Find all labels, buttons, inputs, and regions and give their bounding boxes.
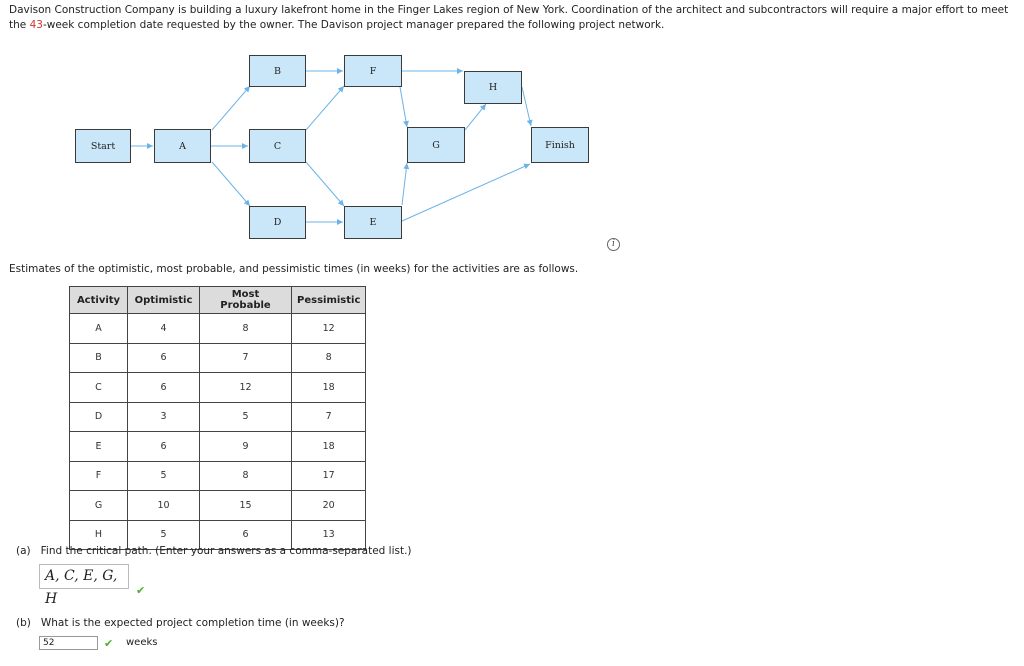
node-start: Start: [75, 129, 131, 163]
node-b: B: [249, 55, 306, 87]
node-c: C: [249, 129, 306, 163]
question-b-text: What is the expected project completion time (in weeks)?: [40, 617, 345, 629]
cell-pessimistic: 20: [292, 491, 366, 521]
header-optimistic: Optimistic: [128, 287, 200, 314]
header-pessimistic: Pessimistic: [292, 287, 366, 314]
critical-path-answer-field[interactable]: A, C, E, G, H: [39, 564, 129, 589]
weeks-unit-label: weeks: [126, 637, 158, 648]
cell-most-probable: 6: [200, 520, 292, 550]
cell-optimistic: 10: [128, 491, 200, 521]
check-icon: ✔: [136, 584, 146, 597]
cell-most-probable: 5: [200, 402, 292, 432]
node-f: F: [344, 55, 402, 87]
node-e: E: [344, 206, 402, 239]
question-a: [16, 545, 412, 557]
cell-optimistic: 3: [128, 402, 200, 432]
cell-activity: B: [70, 343, 128, 373]
cell-optimistic: 6: [128, 432, 200, 462]
header-most-probable: Most Probable: [200, 287, 292, 314]
cell-activity: D: [70, 402, 128, 432]
cell-activity: F: [70, 461, 128, 491]
node-h: H: [464, 71, 522, 104]
cell-pessimistic: 18: [292, 432, 366, 462]
node-g: G: [407, 127, 465, 163]
node-d: D: [249, 206, 306, 239]
table-header-row: [70, 287, 366, 314]
cell-most-probable: 9: [200, 432, 292, 462]
arrow-e-g: [402, 163, 407, 205]
cell-pessimistic: 17: [292, 461, 366, 491]
arrow-a-d: [212, 162, 250, 206]
cell-activity: C: [70, 373, 128, 403]
cell-most-probable: 12: [200, 373, 292, 403]
activity-table: [69, 286, 366, 550]
header-activity: Activity: [70, 287, 128, 314]
arrow-f-g: [400, 87, 407, 127]
cell-optimistic: 6: [128, 373, 200, 403]
arrow-h-finish: [522, 87, 531, 126]
arrow-g-h: [465, 104, 486, 130]
cell-pessimistic: 8: [292, 343, 366, 373]
cell-activity: E: [70, 432, 128, 462]
arrow-c-f: [306, 86, 344, 130]
table-row: [70, 402, 366, 432]
completion-time-input[interactable]: 52: [39, 636, 98, 650]
cell-most-probable: 7: [200, 343, 292, 373]
cell-optimistic: 5: [128, 520, 200, 550]
cell-pessimistic: 13: [292, 520, 366, 550]
intro-text-1: Davison Construction Company is building a luxury lakefront home in the Finger Lakes region of New York. Coordination of the architect and subcontractors will require a major effort to meet the: [9, 4, 1009, 31]
table-row: [70, 373, 366, 403]
info-icon[interactable]: i: [607, 238, 620, 251]
arrow-c-e: [306, 162, 344, 206]
cell-most-probable: 8: [200, 461, 292, 491]
cell-activity: G: [70, 491, 128, 521]
table-row: [70, 491, 366, 521]
table-row: [70, 432, 366, 462]
node-a: A: [154, 129, 211, 163]
arrow-a-b: [212, 86, 250, 130]
question-a-text: Find the critical path. (Enter your answers as a comma-separated list.): [40, 545, 412, 557]
cell-most-probable: 8: [200, 314, 292, 344]
cell-most-probable: 15: [200, 491, 292, 521]
cell-activity: A: [70, 314, 128, 344]
cell-optimistic: 6: [128, 343, 200, 373]
estimates-text: Estimates of the optimistic, most probable, and pessimistic times (in weeks) for the activities are as follows.: [9, 263, 579, 275]
arrow-e-finish: [402, 164, 530, 221]
cell-optimistic: 5: [128, 461, 200, 491]
cell-pessimistic: 12: [292, 314, 366, 344]
check-icon: ✔: [104, 637, 114, 650]
table-row: [70, 343, 366, 373]
cell-optimistic: 4: [128, 314, 200, 344]
node-finish: Finish: [531, 127, 589, 163]
question-a-label: (a): [16, 545, 31, 557]
table-row: [70, 314, 366, 344]
table-row: [70, 461, 366, 491]
cell-pessimistic: 18: [292, 373, 366, 403]
cell-pessimistic: 7: [292, 402, 366, 432]
intro-text-2: -week completion date requested by the owner. The Davison project manager prepared the following project network.: [42, 19, 665, 31]
question-b-label: (b): [16, 617, 31, 629]
week-target-value: 43: [29, 19, 43, 31]
cell-activity: H: [70, 520, 128, 550]
question-b: [16, 617, 345, 629]
